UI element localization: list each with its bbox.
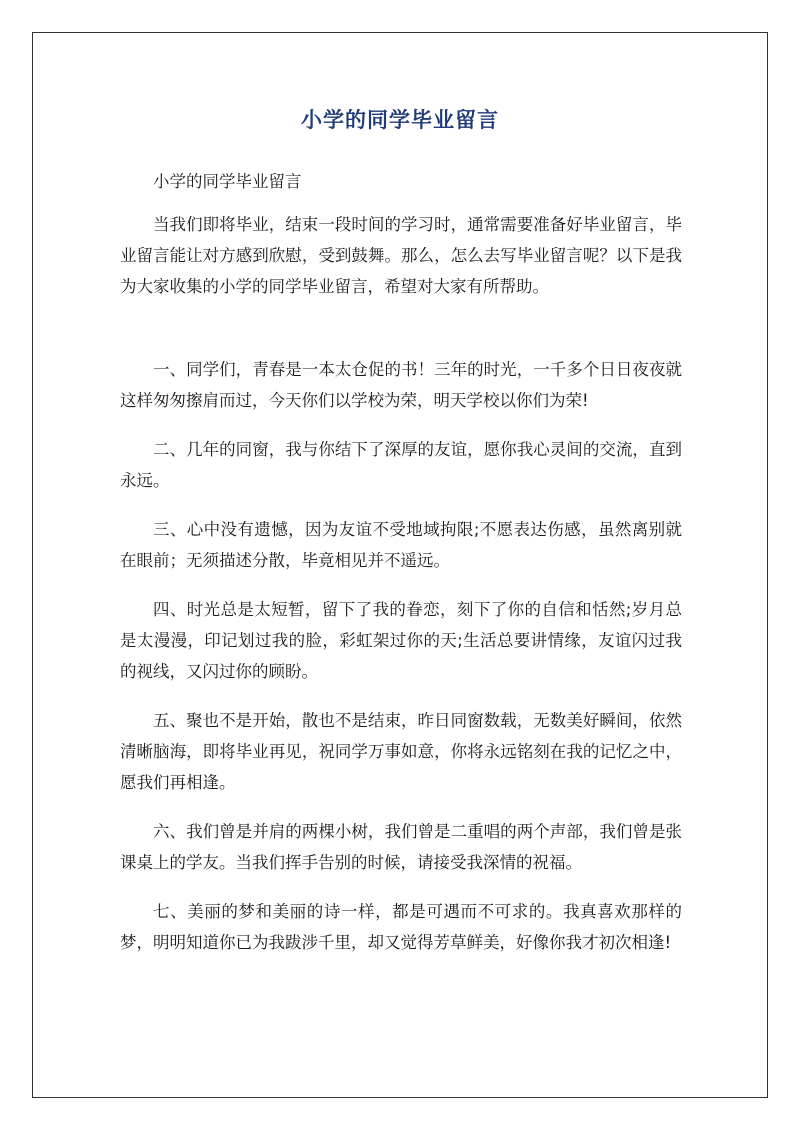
message-item-2: 二、几年的同窗，我与你结下了深厚的友谊，愿你我心灵间的交流，直到永远。 — [120, 440, 682, 490]
document-title: 小学的同学毕业留言 — [301, 108, 499, 132]
message-item-3: 三、心中没有遗憾，因为友谊不受地域拘限;不愿表达伤感，虽然离别就在眼前；无须描述分散，毕竟相见并不遥远。 — [120, 520, 682, 570]
message-item-1: 一、同学们，青春是一本太仓促的书！三年的时光，一千多个日日夜夜就这样匆匆擦肩而过，今天你们以学校为荣，明天学校以你们为荣! — [120, 360, 682, 410]
message-item-6: 六、我们曾是并肩的两棵小树，我们曾是二重唱的两个声部，我们曾是张课桌上的学友。当我们挥手告别的时候，请接受我深情的祝福。 — [120, 822, 682, 872]
message-item-7: 七、美丽的梦和美丽的诗一样，都是可遇而不可求的。我真喜欢那样的梦，明明知道你已为我跋涉千里，却又觉得芳草鲜美，好像你我才初次相逢! — [120, 902, 682, 952]
message-item-5: 五、聚也不是开始，散也不是结束，昨日同窗数载，无数美好瞬间，依然清晰脑海，即将毕业再见，祝同学万事如意，你将永远铭刻在我的记忆之中，愿我们再相逢。 — [120, 711, 682, 792]
intro-paragraph: 当我们即将毕业，结束一段时间的学习时，通常需要准备好毕业留言，毕业留言能让对方感到欣慰，受到鼓舞。那么，怎么去写毕业留言呢？以下是我为大家收集的小学的同学毕业留言，希望对大家有所帮助。 — [120, 215, 682, 296]
document-body — [120, 166, 682, 976]
document-subtitle: 小学的同学毕业留言 — [153, 172, 302, 191]
message-item-4: 四、时光总是太短暂，留下了我的眷恋，刻下了你的自信和恬然;岁月总是太漫漫，印记划过我的脸，彩虹架过你的天;生活总要讲情缘，友谊闪过我的视线，又闪过你的顾盼。 — [120, 600, 682, 681]
